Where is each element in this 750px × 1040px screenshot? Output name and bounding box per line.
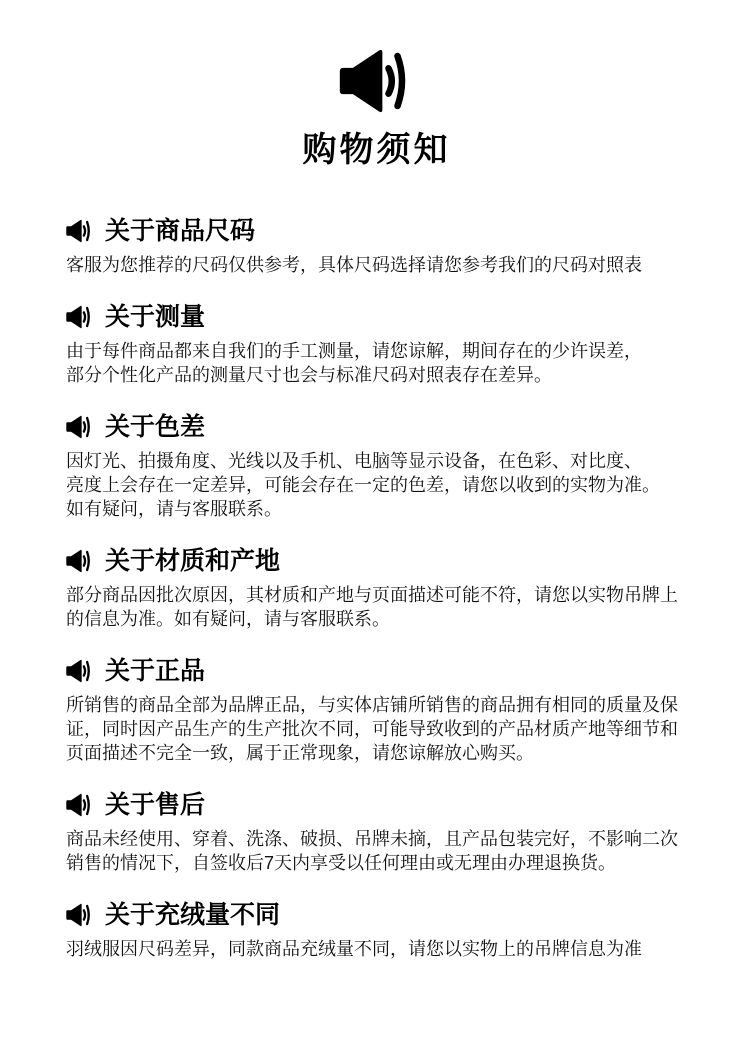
speaker-icon — [66, 305, 92, 329]
section-body — [66, 583, 694, 631]
speaker-icon — [66, 793, 92, 817]
section-text-line: 由于每件商品都来自我们的手工测量，请您谅解，期间存在的少许误差， — [66, 341, 642, 361]
section-body — [66, 449, 694, 521]
section-text-line: 因灯光、拍摄角度、光线以及手机、电脑等显示设备，在色彩、对比度、 — [66, 451, 642, 471]
section-text-line: 亮度上会存在一定差异，可能会存在一定的色差，请您以收到的实物为准。 — [66, 475, 660, 495]
notice-section — [66, 301, 694, 387]
notice-section — [66, 215, 694, 277]
section-heading — [66, 789, 694, 821]
notice-section — [66, 789, 694, 875]
notice-sections — [0, 215, 750, 961]
section-text-line: 页面描述不完全一致，属于正常现象，请您谅解放心购买。 — [66, 743, 534, 763]
section-heading — [66, 899, 694, 931]
section-heading — [66, 655, 694, 687]
section-body — [66, 827, 694, 875]
section-body — [66, 253, 694, 277]
section-heading — [66, 301, 694, 333]
section-text-line: 部分个性化产品的测量尺寸也会与标准尺码对照表存在差异。 — [66, 365, 552, 385]
section-title: 关于测量 — [105, 303, 206, 331]
page-header — [0, 0, 750, 168]
section-heading — [66, 545, 694, 577]
speaker-icon — [66, 219, 92, 243]
section-text-line: 部分商品因批次原因，其材质和产地与页面描述可能不符，请您以实物吊牌上 — [66, 585, 678, 605]
speaker-icon — [66, 549, 92, 573]
section-title: 关于充绒量不同 — [105, 901, 281, 929]
speaker-icon — [339, 48, 411, 114]
page-title: 购物须知 — [302, 131, 451, 169]
section-body — [66, 693, 694, 765]
section-title: 关于色差 — [105, 413, 206, 441]
notice-section — [66, 545, 694, 631]
speaker-icon — [66, 903, 92, 927]
section-heading — [66, 411, 694, 443]
section-text-line: 的信息为准。如有疑问，请与客服联系。 — [66, 609, 390, 629]
section-title: 关于正品 — [105, 657, 206, 685]
section-text-line: 销售的情况下，自签收后7天内享受以任何理由或无理由办理退换货。 — [66, 853, 617, 873]
section-text-line: 所销售的商品全部为品牌正品，与实体店铺所销售的商品拥有相同的质量及保 — [66, 695, 678, 715]
section-text-line: 羽绒服因尺码差异，同款商品充绒量不同，请您以实物上的吊牌信息为准 — [66, 939, 642, 959]
section-text-line: 如有疑问，请与客服联系。 — [66, 499, 282, 519]
section-body — [66, 937, 694, 961]
section-title: 关于材质和产地 — [105, 547, 281, 575]
section-body — [66, 339, 694, 387]
speaker-icon — [66, 659, 92, 683]
section-title: 关于商品尺码 — [105, 217, 256, 245]
section-heading — [66, 215, 694, 247]
notice-section — [66, 655, 694, 765]
speaker-icon — [66, 415, 92, 439]
section-text-line: 证，同时因产品生产的生产批次不同，可能导致收到的产品材质产地等细节和 — [66, 719, 678, 739]
section-title: 关于售后 — [105, 791, 206, 819]
section-text-line: 商品未经使用、穿着、洗涤、破损、吊牌未摘，且产品包装完好，不影响二次 — [66, 829, 678, 849]
notice-section — [66, 411, 694, 521]
section-text-line: 客服为您推荐的尺码仅供参考，具体尺码选择请您参考我们的尺码对照表 — [66, 255, 642, 275]
notice-section — [66, 899, 694, 961]
